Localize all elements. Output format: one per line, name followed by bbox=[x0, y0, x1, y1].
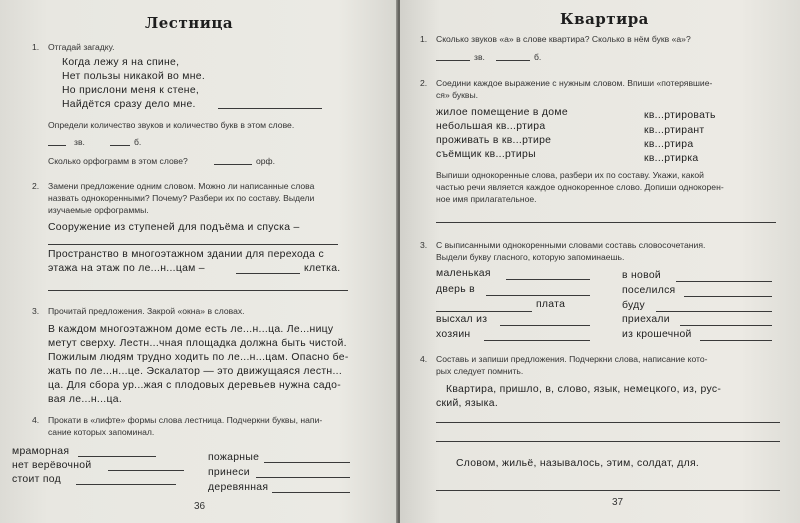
task-prompt: Отгадай загадку. bbox=[48, 42, 115, 52]
answer-line[interactable] bbox=[436, 441, 780, 442]
answer-line[interactable] bbox=[680, 325, 772, 326]
task-number: 4. bbox=[32, 415, 40, 425]
task-prompt: Прочитай предложения. Закрой «окна» в словах. bbox=[48, 306, 245, 316]
word-form: пожарные bbox=[208, 452, 260, 463]
answer-line[interactable] bbox=[436, 222, 776, 223]
answer-line[interactable] bbox=[48, 244, 338, 245]
phrase: небольшая кв...ртира bbox=[436, 121, 546, 132]
sounds-label: зв. bbox=[74, 137, 85, 147]
task-prompt-line: Составь и запиши предложения. Подчеркни слова, написание кото- bbox=[436, 354, 708, 364]
sound-count-line[interactable] bbox=[436, 60, 470, 61]
sentence: Пространство в многоэтажном здании для перехода с bbox=[48, 249, 324, 260]
sounds-label: зв. bbox=[474, 52, 485, 62]
riddle-line: Когда лежу я на спине, bbox=[62, 57, 180, 68]
answer-line[interactable] bbox=[500, 325, 590, 326]
task-prompt-line: Замени предложение одним словом. Можно ли написанные слова bbox=[48, 181, 315, 191]
text-line: метут сверху. Лестн...чная площадка должна быть чистой. bbox=[48, 338, 347, 349]
phrase-start: дверь в bbox=[436, 284, 475, 295]
text-line: вая ле...н...ца. bbox=[48, 394, 123, 405]
answer-line[interactable] bbox=[436, 490, 780, 491]
riddle-line: Но прислони меня к стене, bbox=[62, 85, 200, 96]
phrase-start: хозяин bbox=[436, 329, 471, 340]
letters-label: б. bbox=[534, 52, 542, 62]
task-prompt-line: Соедини каждое выражение с нужным словом. Впиши «потерявшие- bbox=[436, 78, 713, 88]
match-word: кв...ртира bbox=[644, 139, 694, 150]
phrase-start: маленькая bbox=[436, 268, 491, 279]
page-number: 36 bbox=[194, 501, 206, 512]
task-number: 2. bbox=[32, 181, 40, 191]
answer-line[interactable] bbox=[436, 422, 780, 423]
task-prompt-line: назвать однокоренными? Почему? Разбери их по составу. Выдели bbox=[48, 193, 315, 203]
match-word: кв...ртирант bbox=[644, 125, 705, 136]
letter-count-line[interactable] bbox=[110, 145, 130, 146]
right-page bbox=[400, 0, 800, 523]
task-number: 3. bbox=[420, 240, 428, 250]
answer-line[interactable] bbox=[236, 273, 300, 274]
sentence: клетка. bbox=[304, 263, 341, 274]
answer-line[interactable] bbox=[264, 462, 350, 463]
answer-line[interactable] bbox=[700, 340, 772, 341]
answer-line[interactable] bbox=[684, 296, 772, 297]
answer-line[interactable] bbox=[76, 484, 176, 485]
word-form: стоит под bbox=[12, 474, 62, 485]
count-prompt: Определи количество звуков и количество букв в этом слове. bbox=[48, 120, 295, 130]
sentence: этажа на этаж по ле...н...цам – bbox=[48, 263, 205, 274]
task-number: 1. bbox=[32, 42, 40, 52]
task-prompt-line: С выписанными однокоренными словами составь словосочетания. bbox=[436, 240, 706, 250]
task-prompt-line: Прокати в «лифте» формы слова лестница. Подчеркни буквы, напи- bbox=[48, 415, 323, 425]
orthogram-count-line[interactable] bbox=[214, 164, 252, 165]
phrase: жилое помещение в доме bbox=[436, 107, 568, 118]
phrase-start: из крошечной bbox=[622, 329, 692, 340]
answer-line[interactable] bbox=[108, 470, 184, 471]
task-number: 4. bbox=[420, 354, 428, 364]
word-set: Квартира, пришло, в, слово, язык, немецкого, из, рус- bbox=[446, 384, 722, 395]
answer-line[interactable] bbox=[436, 311, 532, 312]
riddle-line: Нет пользы никакой во мне. bbox=[62, 71, 205, 82]
task-number: 1. bbox=[420, 34, 428, 44]
phrase-start: буду bbox=[622, 300, 646, 311]
instruction-line: Выпиши однокоренные слова, разбери их по составу. Укажи, какой bbox=[436, 170, 704, 180]
letters-label: б. bbox=[134, 137, 142, 147]
phrase: проживать в кв...ртире bbox=[436, 135, 552, 146]
answer-line[interactable] bbox=[48, 290, 348, 291]
word-form: нет верёвочной bbox=[12, 460, 92, 471]
letter-count-line[interactable] bbox=[496, 60, 530, 61]
match-word: кв...ртирка bbox=[644, 153, 699, 164]
sound-count-line[interactable] bbox=[48, 145, 66, 146]
answer-line[interactable] bbox=[218, 108, 322, 109]
task-prompt: Сколько звуков «а» в слове квартира? Сколько в нём букв «а»? bbox=[436, 34, 691, 44]
answer-line[interactable] bbox=[256, 477, 350, 478]
task-number: 2. bbox=[420, 78, 428, 88]
instruction-line: ное имя прилагательное. bbox=[436, 194, 537, 204]
match-word: кв...ртировать bbox=[644, 110, 716, 121]
answer-line[interactable] bbox=[78, 456, 156, 457]
task-prompt-line: ся» буквы. bbox=[436, 90, 479, 100]
task-prompt-line: изучаемые орфограммы. bbox=[48, 205, 149, 215]
page-number: 37 bbox=[612, 497, 624, 508]
word-set: ский, языка. bbox=[436, 398, 499, 409]
phrase: съёмщик кв...ртиры bbox=[436, 149, 536, 160]
task-prompt-line: рых следует помнить. bbox=[436, 366, 524, 376]
phrase-start: приехали bbox=[622, 314, 670, 325]
text-line: В каждом многоэтажном доме есть ле...н...ца. Ле...ницу bbox=[48, 324, 334, 335]
answer-line[interactable] bbox=[484, 340, 590, 341]
task-prompt-line: Выдели букву гласного, которую запоминаешь. bbox=[436, 252, 625, 262]
word-form: мраморная bbox=[12, 446, 70, 457]
task-prompt-line: сание которых запоминал. bbox=[48, 427, 155, 437]
text-line: ца. Для сбора ур...жая с плодовых деревьев нужна садо- bbox=[48, 380, 341, 391]
answer-line[interactable] bbox=[506, 279, 590, 280]
answer-line[interactable] bbox=[486, 295, 590, 296]
orthogram-question: Сколько орфограмм в этом слове? bbox=[48, 156, 188, 166]
answer-line[interactable] bbox=[656, 311, 772, 312]
answer-line[interactable] bbox=[676, 281, 772, 282]
text-line: жать по ле...н...це. Эскалатор — это движущаяся лестн... bbox=[48, 366, 343, 377]
left-page-title: Лестница bbox=[145, 14, 234, 32]
phrase-end: плата bbox=[536, 299, 566, 310]
word-form: деревянная bbox=[208, 482, 269, 493]
phrase-start: поселился bbox=[622, 285, 676, 296]
phrase-start: в новой bbox=[622, 270, 662, 281]
orthogram-label: орф. bbox=[256, 156, 276, 166]
text-line: Пожилым людям трудно ходить по ле...н...цам. Опасно бе- bbox=[48, 352, 349, 363]
instruction-line: частью речи является каждое однокоренное слово. Допиши однокорен- bbox=[436, 182, 724, 192]
word-set: Словом, жильё, называлось, этим, солдат, для. bbox=[456, 458, 700, 469]
task-number: 3. bbox=[32, 306, 40, 316]
word-form: принеси bbox=[208, 467, 250, 478]
left-page bbox=[0, 0, 398, 523]
sentence: Сооружение из ступеней для подъёма и спуска – bbox=[48, 222, 300, 233]
riddle-line: Найдётся сразу дело мне. bbox=[62, 99, 196, 110]
answer-line[interactable] bbox=[272, 492, 350, 493]
phrase-start: высхал из bbox=[436, 314, 488, 325]
right-page-title: Квартира bbox=[560, 10, 649, 28]
